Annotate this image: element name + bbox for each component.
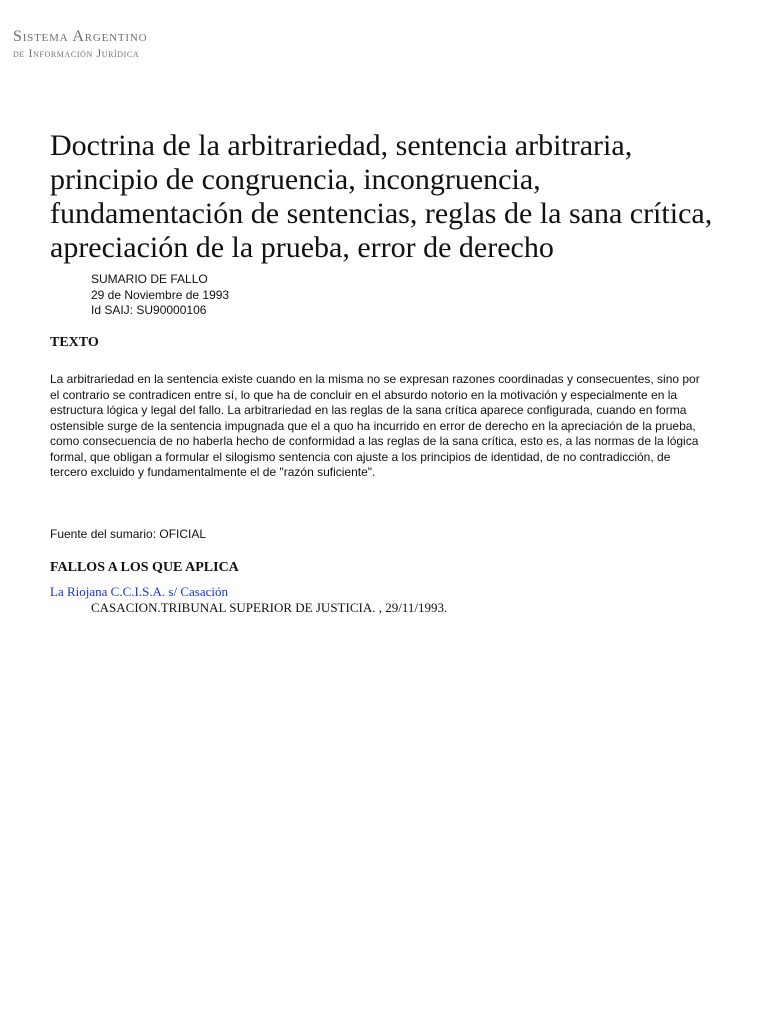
document-meta	[91, 272, 229, 319]
document-type: SUMARIO DE FALLO	[91, 272, 208, 286]
document-id: Id SAIJ: SU90000106	[91, 303, 207, 317]
case-link[interactable]: La Riojana C.C.I.S.A. s/ Casación	[50, 584, 229, 599]
saij-logo	[13, 29, 147, 59]
texto-body: La arbitrariedad en la sentencia existe cuando en la misma no se expresan razones coordinadas y consecuentes, sino por el contrario se contradicen entre sí, lo que ha de concluir en el absurdo notorio en la motivación y especialmente en la estructura lógica y legal del fallo. La arbitrariedad en las reglas de la sana crítica aparece configurada, cuando en forma ostensible surge de la sentencia impugnada que el a quo ha incurrido en error de derecho en la apreciación de la prueba, como consecuencia de no haberla hecho de conformidad a las reglas de la sana crítica, esto es, a las normas de la lógica formal, que obligan a formular el silogismo sentencia con ajuste a los principios de identidad, de no contradicción, de tercero excluido y fundamentalmente el de "razón suficiente".	[50, 372, 700, 479]
fallos-heading: FALLOS A LOS QUE APLICA	[50, 560, 239, 575]
document-date: 29 de Noviembre de 1993	[91, 287, 230, 302]
document-title: Doctrina de la arbitrariedad, sentencia arbitraria, principio de congruencia, incongruencia, fundamentación de sentencias, reglas de la sana crítica, apreciación de la prueba, error de derecho	[50, 129, 713, 264]
texto-heading: TEXTO	[50, 335, 99, 350]
logo-subtitle: de Información Jurídica	[13, 46, 140, 60]
summary-source: Fuente del sumario: OFICIAL	[50, 527, 207, 541]
logo-title: Sistema Argentino	[13, 28, 148, 45]
case-detail: CASACION.TRIBUNAL SUPERIOR DE JUSTICIA. , 29/11/1993.	[91, 600, 448, 615]
